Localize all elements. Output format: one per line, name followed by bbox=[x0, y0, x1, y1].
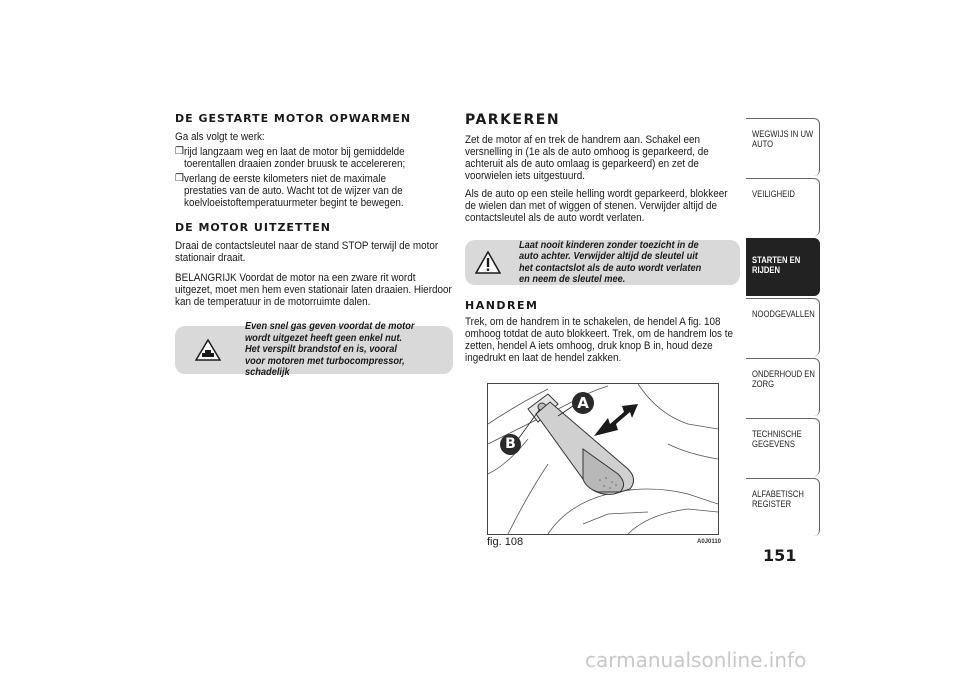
tab-label: WEGWIJS IN UW AUTO bbox=[752, 129, 814, 149]
checkbox-bullet-icon: ❒ bbox=[175, 146, 184, 157]
tab-label: ONDERHOUD EN ZORG bbox=[752, 369, 815, 389]
left-column bbox=[175, 112, 453, 379]
page-number: 151 bbox=[763, 546, 797, 565]
tab-onderhoud[interactable] bbox=[746, 358, 820, 416]
callout-a bbox=[572, 392, 594, 414]
tab-alfabetisch-register[interactable] bbox=[746, 478, 820, 536]
callout-b-label: B bbox=[505, 436, 516, 452]
tab-wegwijs[interactable] bbox=[746, 118, 820, 176]
checkbox-bullet-icon: ❒ bbox=[175, 173, 184, 184]
callout-b bbox=[500, 434, 521, 455]
figure-label: fig. 108 bbox=[487, 536, 524, 548]
tab-technische-gegevens[interactable] bbox=[746, 418, 820, 476]
intro-text: Ga als volgt te werk: bbox=[175, 131, 265, 143]
tab-label: VEILIGHEID bbox=[752, 189, 795, 199]
tab-label: NOODGEVALLEN bbox=[752, 309, 815, 319]
handbrake-illustration bbox=[488, 384, 718, 534]
paragraph: Trek, om de handrem in te schakelen, de hendel A fig. 108 omhoog totdat de auto blokkeert. Trek, om de handrem los te zetten, hendel A iets omhoog, druk knop B in, houd deze ingedrukt en laat de hendel zakken. bbox=[465, 316, 734, 364]
note-text: Even snel gas geven voordat de motor wordt uitgezet heeft geen enkel nut. Het verspilt brandstof en is, vooral voor motoren met turbocompressor, schadelijk bbox=[245, 320, 415, 379]
warning-icon bbox=[475, 251, 501, 274]
chapter-tabs bbox=[746, 118, 820, 538]
callout-a-label: A bbox=[577, 394, 589, 412]
section-title-warm-engine: DE GESTARTE MOTOR OPWARMEN bbox=[175, 112, 412, 125]
caution-icon bbox=[195, 339, 221, 361]
figure-code: A0J0110 bbox=[697, 539, 722, 545]
list-item bbox=[175, 173, 453, 209]
tab-veiligheid[interactable] bbox=[746, 178, 820, 236]
section-title-parking: PARKEREN bbox=[465, 112, 561, 128]
direction-arrow-icon bbox=[594, 404, 638, 436]
paragraph: Draai de contactsleutel naar de stand STOP terwijl de motor stationair draait. bbox=[175, 240, 439, 264]
watermark: carmanualsonline.info bbox=[585, 648, 807, 672]
tab-noodgevallen[interactable] bbox=[746, 298, 820, 356]
paragraph: Zet de motor af en trek de handrem aan. Schakel een versnelling in (1e als de auto omhoog is geparkeerd, de achteruit als de auto omlaag is geparkeerd) en zet de voorwielen iets uitgestuurd. bbox=[465, 134, 709, 182]
tab-label: ALFABETISCH REGISTER bbox=[752, 489, 804, 509]
paragraph: Als de auto op een steile helling wordt geparkeerd, blokkeer de wielen dan met of wiggen of stenen. Verwijder altijd de contactsleutel als de auto wordt verlaten. bbox=[465, 188, 728, 224]
warning-text: Laat nooit kinderen zonder toezicht in de auto achter. Verwijder altijd de sleutel uit het contactslot als de auto wordt verlaten en neem de sleutel mee. bbox=[519, 238, 702, 285]
bullet-text: rijd langzaam weg en laat de motor bij gemiddelde toerentallen draaien zonder bruusk te accelereren; bbox=[184, 146, 406, 170]
tab-label: TECHNISCHE GEGEVENS bbox=[752, 429, 802, 449]
bullet-text: verlang de eerste kilometers niet de maximale prestaties van de auto. Wacht tot de wijzer van de koelvloeistoftemperatuurmeter begint te bewegen. bbox=[184, 173, 404, 209]
section-title-handbrake: HANDREM bbox=[465, 299, 539, 312]
paragraph-important: BELANGRIJK Voordat de motor na een zware rit wordt uitgezet, moet men hem even stationair laten draaien. Hierdoor kan de temperatuur in de motorruimte dalen. bbox=[175, 272, 452, 308]
section-title-engine-off: DE MOTOR UITZETTEN bbox=[175, 221, 331, 234]
note-box bbox=[175, 320, 453, 379]
right-column bbox=[465, 112, 740, 364]
handbrake-figure bbox=[487, 383, 719, 535]
warning-box bbox=[465, 240, 740, 285]
list-item bbox=[175, 146, 453, 170]
tab-label: STARTEN EN RIJDEN bbox=[752, 255, 801, 275]
tab-starten-en-rijden[interactable] bbox=[746, 238, 820, 296]
